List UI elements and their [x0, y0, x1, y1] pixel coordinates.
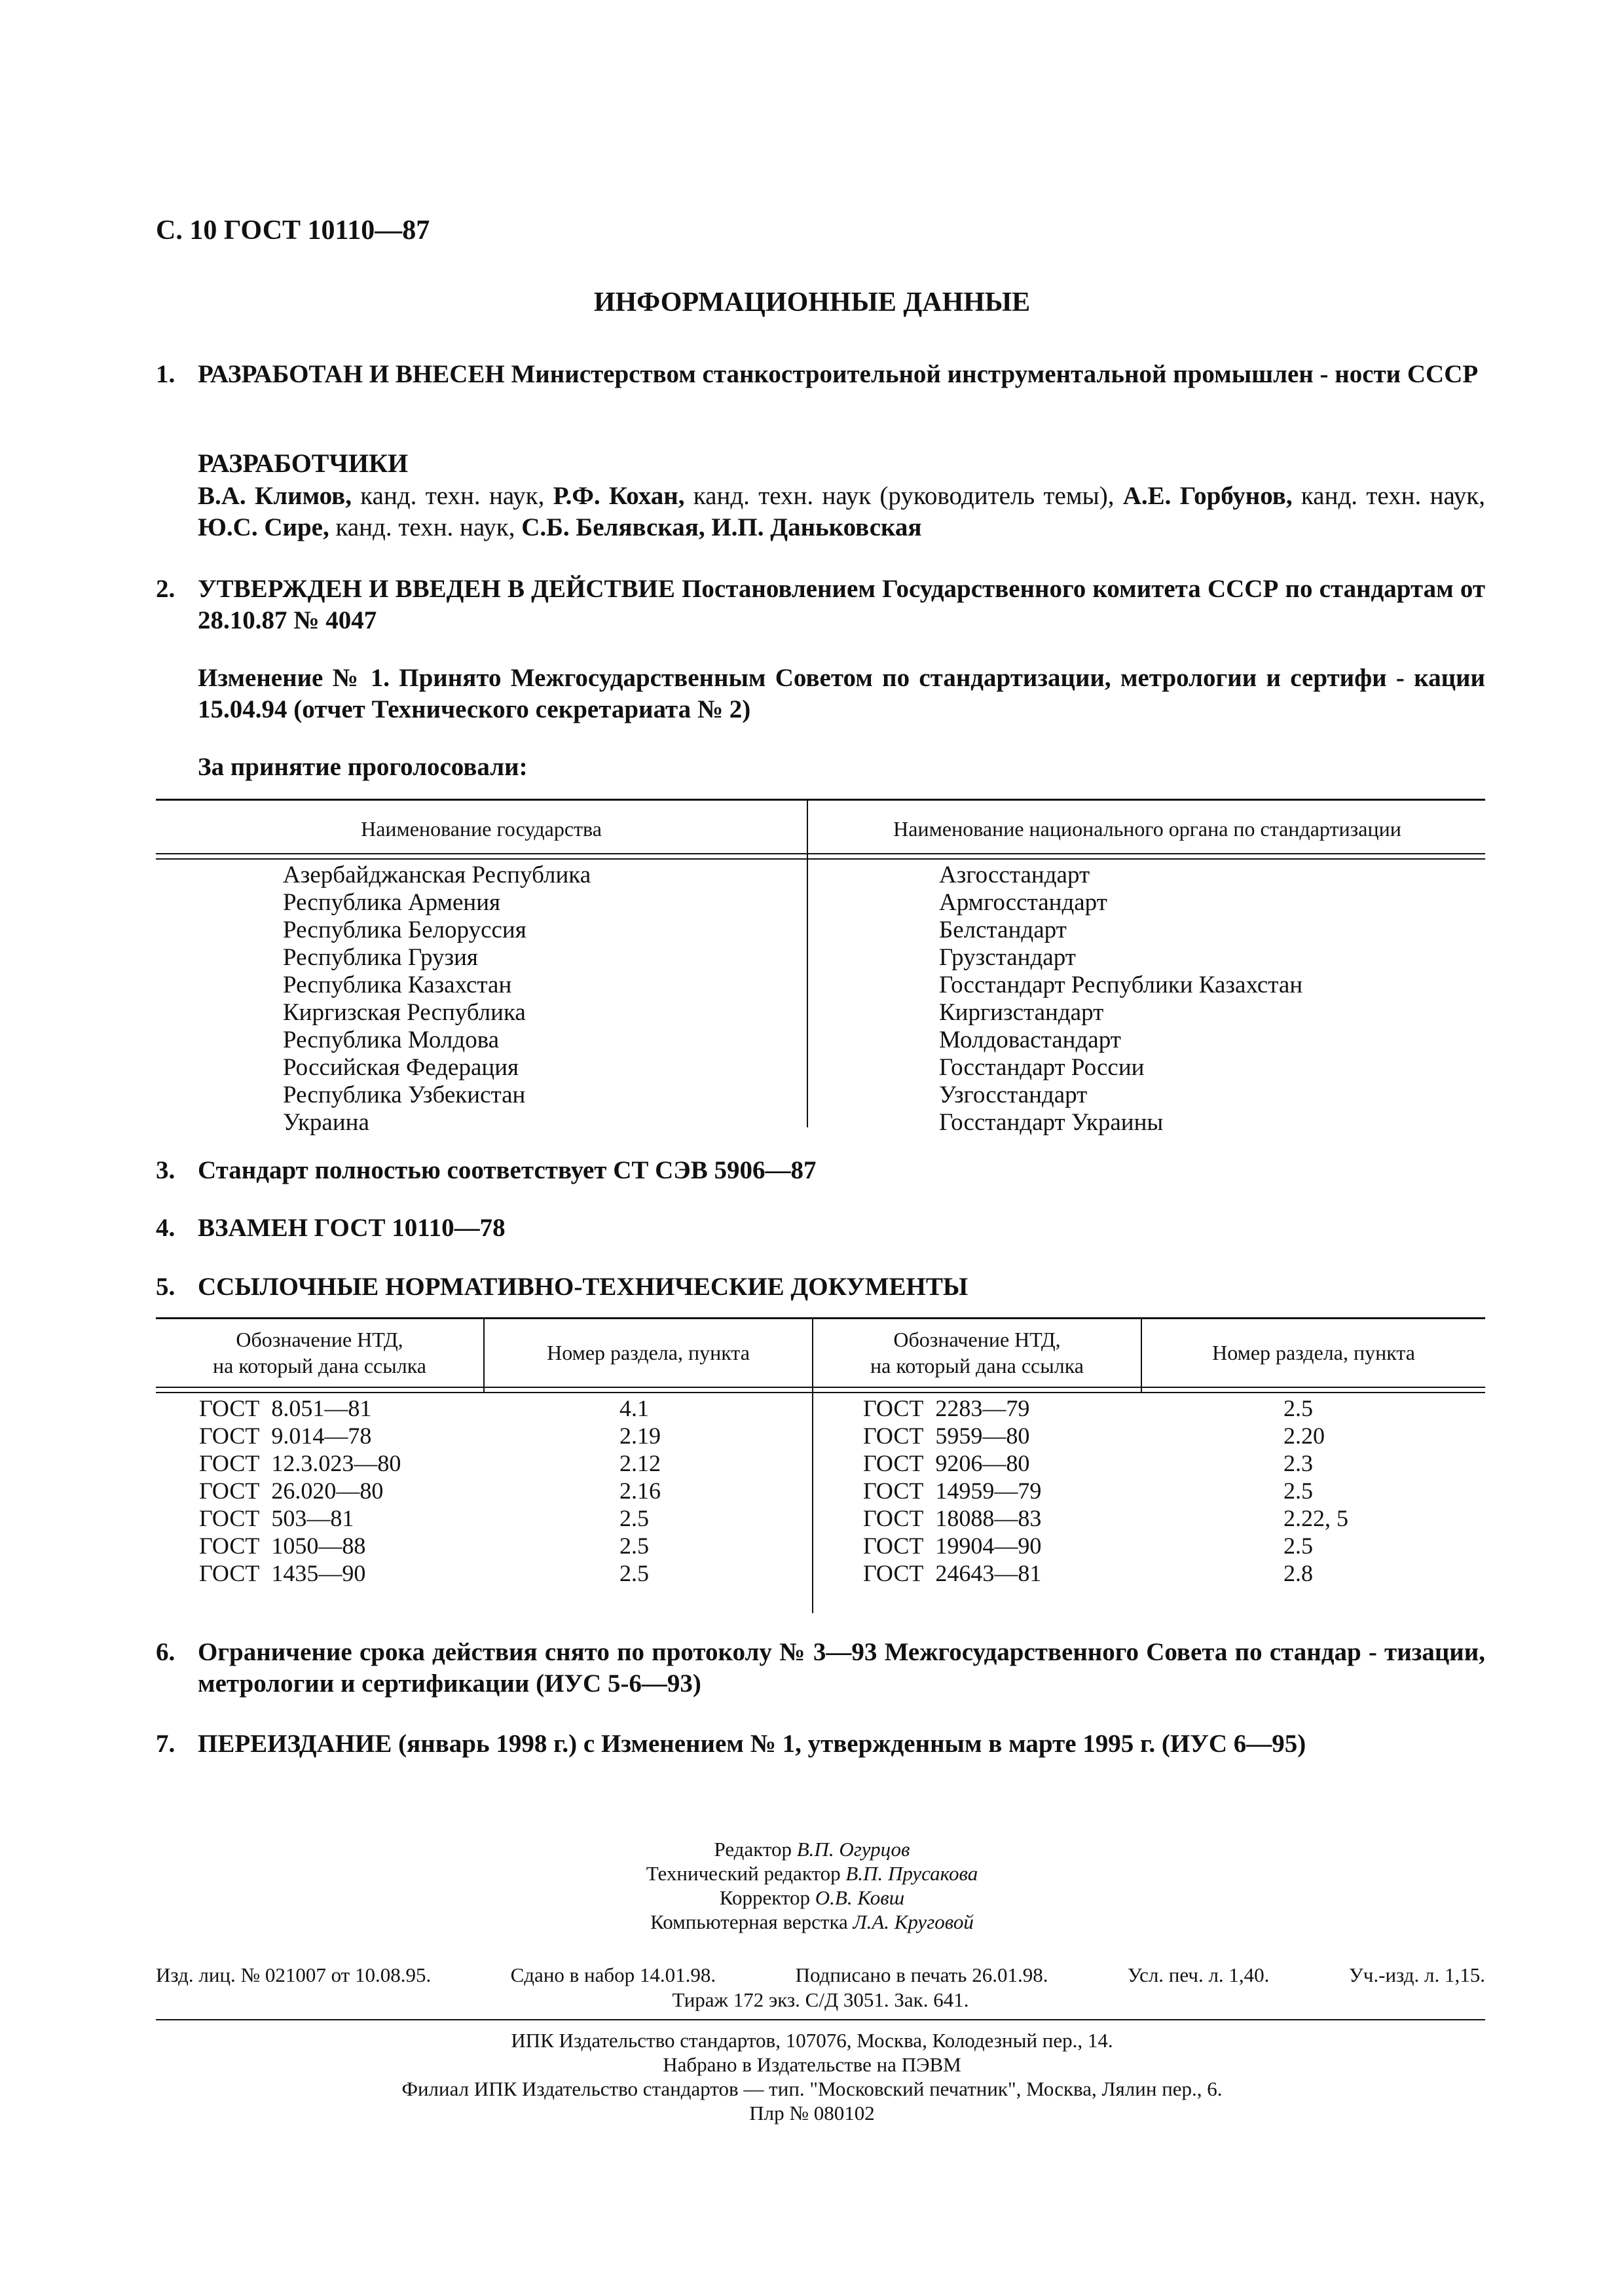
item-6-number: 6. [156, 1638, 175, 1666]
tech-editor-label: Технический редактор [646, 1862, 846, 1885]
imprint-sheets: Усл. печ. л. 1,40. [1127, 1963, 1270, 1986]
amendment-note: Изменение № 1. Принято Межгосударственным Советом по стандартизации, метрологии и сертифи - кации 15.04.94 (отчет Технического секретариата № 2) [198, 664, 1485, 723]
item-3-text: Стандарт полностью соответствует СТ СЭВ 5906—87 [198, 1156, 817, 1184]
developer-name: Ю.С. Сире, [198, 513, 329, 541]
item-4 [156, 1212, 1485, 1244]
developer-role: канд. техн. наук, [1292, 482, 1485, 510]
item-7-text: ПЕРЕИЗДАНИЕ (январь 1998 г.) с Изменением № 1, утвержденным в марте 1995 г. (ИУС 6—95) [198, 1730, 1306, 1758]
item-2 [156, 574, 1485, 636]
publisher-line-3: Филиал ИПК Издательство стандартов — тип. "Московский печатник", Москва, Лялин пер., 6. [401, 2077, 1223, 2100]
item-6-text: Ограничение срока действия снято по протоколу № 3—93 Межгосударственного Совета по стандар - тизации, метрологии и сертификации (ИУС 5-6—93) [198, 1638, 1485, 1698]
table-column-divider [807, 800, 808, 1127]
imprint-edit-sheets: Уч.-изд. л. 1,15. [1348, 1963, 1485, 1986]
layout-label: Компьютерная верстка [650, 1910, 853, 1933]
ref-right-docs: ГОСТ 2283—79 ГОСТ 5959—80 ГОСТ 9206—80 ГОСТ 14959—79 ГОСТ 18088—83 ГОСТ 19904—90 ГОСТ 24643—81 [863, 1395, 1042, 1586]
ref-left-docs: ГОСТ 8.051—81 ГОСТ 9.014—78 ГОСТ 12.3.023—80 ГОСТ 26.020—80 ГОСТ 503—81 ГОСТ 1050—88 ГОСТ 1435—90 [199, 1395, 401, 1586]
table-rule-top [156, 799, 1485, 801]
item-5 [156, 1271, 1485, 1303]
imprint-run: Тираж 172 экз. С/Д 3051. Зак. 641. [672, 1988, 969, 2011]
developer-role: канд. техн. наук (руководитель темы), [684, 482, 1123, 510]
ref-table-rule-header [156, 1387, 1485, 1388]
imprint-license: Изд. лиц. № 021007 от 10.08.95. [156, 1963, 432, 1986]
item-4-number: 4. [156, 1214, 175, 1242]
page-title: ИНФОРМАЦИОННЫЕ ДАННЫЕ [593, 287, 1031, 318]
ref-col-header-doc-left: Обозначение НТД, на который дана ссылка [213, 1328, 426, 1377]
corrector-name: О.В. Ковш [815, 1886, 905, 1909]
publisher-line-2: Набрано в Издательстве на ПЭВМ [663, 2053, 961, 2076]
tech-editor-name: В.П. Прусакова [845, 1862, 978, 1885]
ref-right-sections: 2.5 2.20 2.3 2.5 2.22, 5 2.5 2.8 [1283, 1395, 1348, 1586]
developer-name: А.Е. Горбунов, [1122, 482, 1293, 510]
item-3 [156, 1155, 1485, 1186]
vote-states-list: Азербайджанская Республика Республика Армения Республика Белоруссия Республика Грузия Республика Казахстан Киргизская Республика Республика Молдова Российская Федерация Республика Узбекистан Украина [283, 862, 591, 1136]
colophon-layout [0, 1910, 1624, 1934]
imprint-signed: Подписано в печать 26.01.98. [795, 1963, 1048, 1986]
imprint-rule [156, 2019, 1485, 2020]
layout-name: Л.А. Круговой [853, 1910, 974, 1933]
developers-heading: РАЗРАБОТЧИКИ [198, 448, 409, 478]
corrector-label: Корректор [719, 1886, 815, 1909]
item-3-number: 3. [156, 1156, 175, 1184]
imprint-typeset: Сдано в набор 14.01.98. [510, 1963, 716, 1986]
item-1 [156, 359, 1485, 390]
vote-bodies-list: Азгосстандарт Армгосстандарт Белстандарт Грузстандарт Госстандарт Республики Казахстан Киргизстандарт Молдовастандарт Госстандарт России Узгосстандарт Госстандарт Украины [939, 862, 1303, 1136]
vote-heading: За принятие проголосовали: [198, 753, 528, 781]
item-7 [156, 1728, 1485, 1760]
ref-divider-1 [483, 1319, 485, 1392]
item-7-number: 7. [156, 1730, 175, 1758]
ref-col-header-sec-left: Номер раздела, пункта [547, 1341, 750, 1364]
editor-label: Редактор [714, 1838, 797, 1861]
imprint-row [156, 1963, 1485, 1988]
ref-table-rule-top [156, 1317, 1485, 1319]
table-rule-header-double [156, 858, 1485, 860]
colophon-corrector [0, 1886, 1624, 1910]
item-2-text: УТВЕРЖДЕН И ВВЕДЕН В ДЕЙСТВИЕ Постановлением Государственного комитета СССР по стандартам от 28.10.87 № 4047 [198, 575, 1485, 634]
ref-divider-2 [812, 1319, 813, 1613]
item-5-text: ССЫЛОЧНЫЕ НОРМАТИВНО-ТЕХНИЧЕСКИЕ ДОКУМЕНТЫ [198, 1273, 969, 1301]
ref-col-header-sec-right: Номер раздела, пункта [1212, 1341, 1415, 1364]
ref-divider-3 [1141, 1319, 1142, 1392]
publisher-line-1: ИПК Издательство стандартов, 107076, Москва, Колодезный пер., 14. [511, 2029, 1113, 2052]
item-4-text: ВЗАМЕН ГОСТ 10110—78 [198, 1214, 506, 1242]
ref-table-rule-header-double [156, 1392, 1485, 1393]
developer-name: Р.Ф. Кохан, [553, 482, 685, 510]
item-5-number: 5. [156, 1273, 175, 1301]
editor-name: В.П. Огурцов [796, 1838, 910, 1861]
colophon-tech-editor [0, 1861, 1624, 1886]
item-1-text: РАЗРАБОТАН И ВНЕСЕН Министерством станкостроительной инструментальной промышлен - ности СССР [198, 360, 1479, 388]
page-header: С. 10 ГОСТ 10110—87 [156, 215, 430, 246]
vote-col-header-body: Наименование национального органа по стандартизации [893, 817, 1401, 841]
vote-col-header-state: Наименование государства [361, 817, 602, 841]
developer-name: С.Б. Белявская, И.П. Даньковская [521, 513, 922, 541]
item-1-number: 1. [156, 360, 175, 388]
ref-col-header-doc-right: Обозначение НТД, на который дана ссылка [870, 1328, 1084, 1377]
developer-role: канд. техн. наук, [352, 482, 553, 510]
ref-left-sections: 4.1 2.19 2.12 2.16 2.5 2.5 2.5 [619, 1395, 661, 1586]
developers-list [198, 481, 1485, 543]
table-rule-header [156, 853, 1485, 854]
item-6 [156, 1637, 1485, 1700]
item-2-number: 2. [156, 575, 175, 603]
developer-role: канд. техн. наук, [329, 513, 522, 541]
publisher-line-4: Плр № 080102 [749, 2102, 875, 2124]
developer-name: В.А. Климов, [198, 482, 352, 510]
colophon-editor [0, 1837, 1624, 1861]
imprint-block [156, 1963, 1485, 2013]
